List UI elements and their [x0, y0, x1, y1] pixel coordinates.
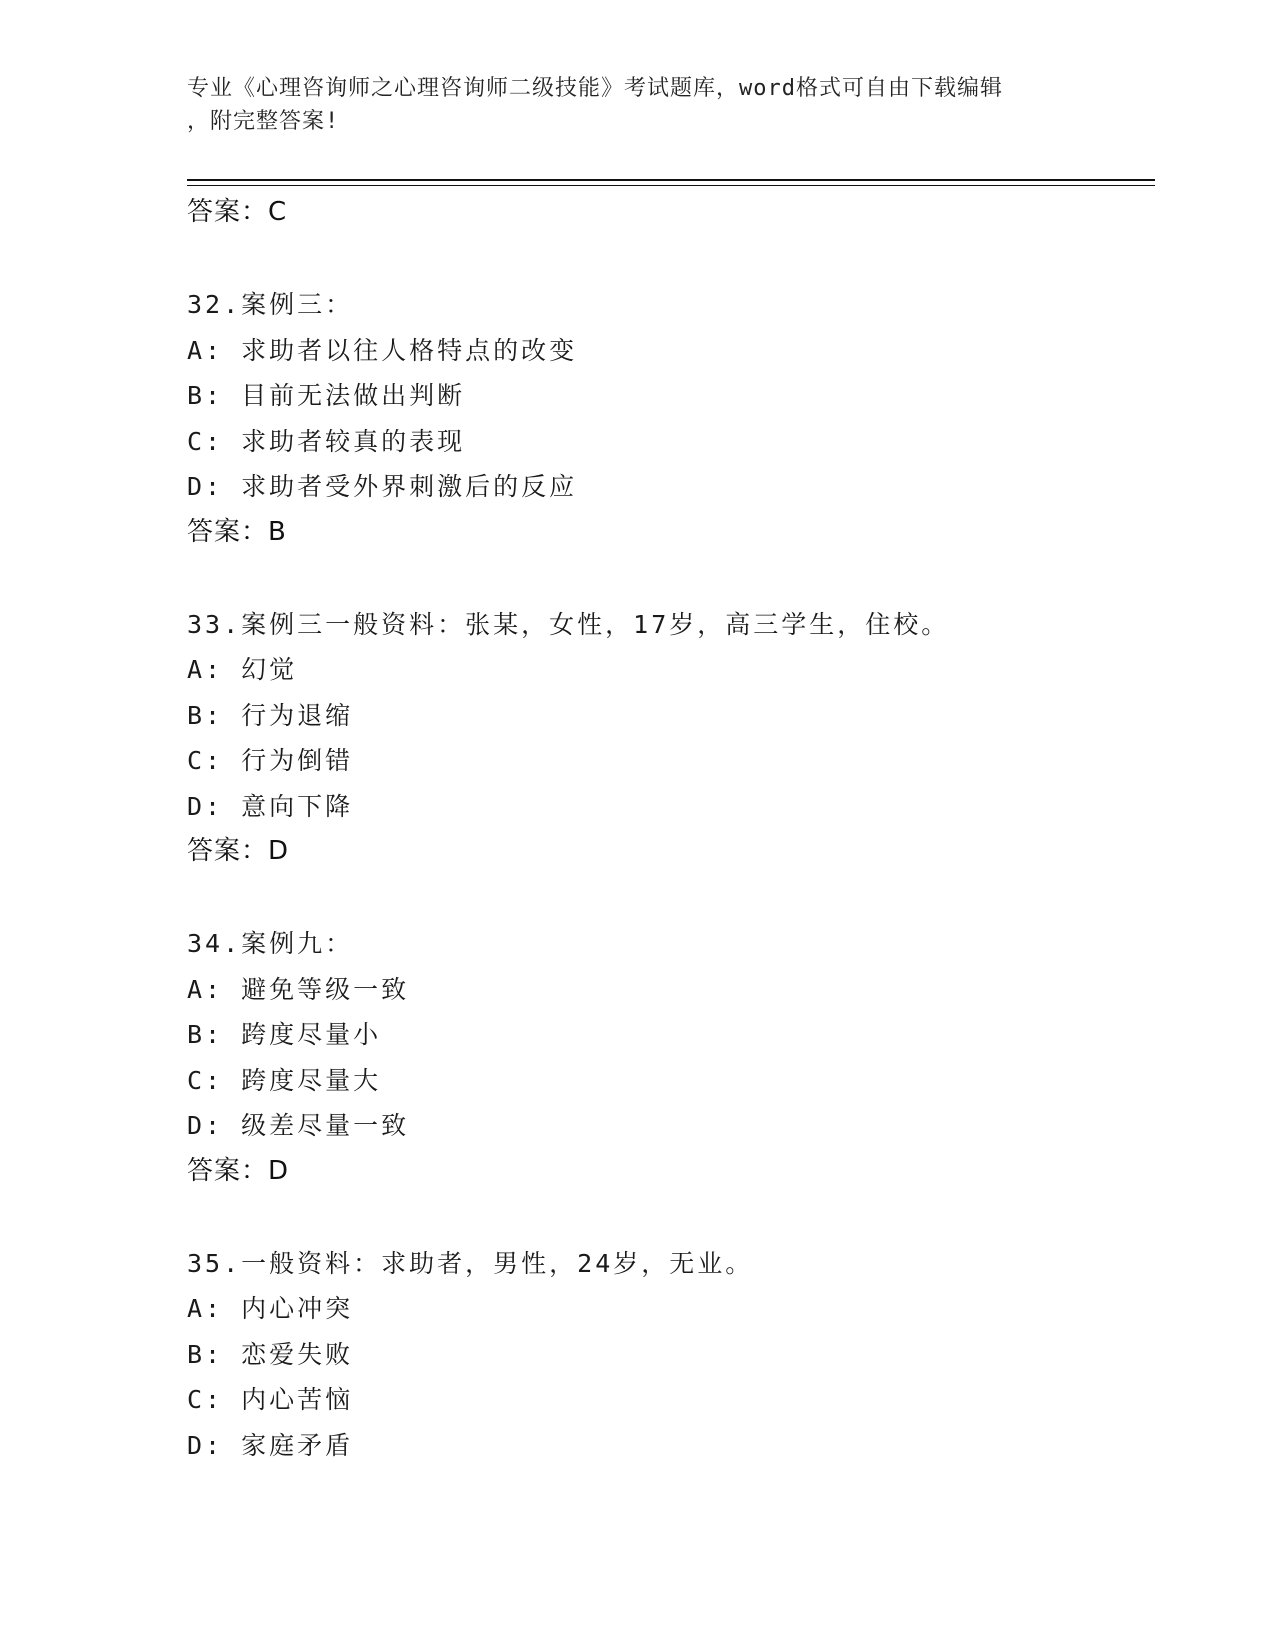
option-c: C: 跨度尽量大: [187, 1065, 382, 1095]
option-d: D: 级差尽量一致: [187, 1111, 410, 1140]
option-a: A: 避免等级一致: [187, 974, 410, 1004]
question-stem: 34.案例九：: [187, 929, 354, 958]
question-33: [187, 602, 1147, 875]
question-stem: 35.一般资料：求助者，男性，24岁，无业。: [187, 1248, 754, 1278]
answer: 答案：D: [187, 836, 290, 866]
answer: 答案：B: [187, 516, 287, 547]
question-stem: 33.案例三一般资料：张某，女性，17岁，高三学生，住校。: [187, 609, 950, 639]
question-34: [187, 921, 1147, 1194]
header-divider: [187, 179, 1155, 186]
question-stem: 32.案例三：: [187, 290, 354, 319]
option-b: B: 目前无法做出判断: [187, 381, 466, 410]
spacer: [187, 555, 1147, 602]
option-d: D: 求助者受外界刺激后的反应: [187, 472, 578, 501]
question-list: [187, 190, 1147, 1468]
option-d: D: 家庭矛盾: [187, 1430, 354, 1460]
header-line-1: 专业《心理咨询师之心理咨询师二级技能》考试题库，word格式可自由下载编辑: [187, 76, 1003, 101]
spacer: [187, 1194, 1147, 1241]
option-b: B: 行为退缩: [187, 700, 354, 730]
option-b: B: 跨度尽量小: [187, 1020, 382, 1049]
option-a: A: 内心冲突: [187, 1294, 354, 1323]
spacer: [187, 235, 1147, 282]
option-b: B: 恋爱失败: [187, 1339, 354, 1369]
previous-answer: 答案：C: [187, 197, 288, 227]
document-header: [187, 72, 1067, 138]
spacer: [187, 874, 1147, 921]
option-c: C: 求助者较真的表现: [187, 426, 466, 456]
option-a: A: 幻觉: [187, 655, 298, 684]
question-32: [187, 282, 1147, 555]
option-c: C: 行为倒错: [187, 746, 354, 775]
header-line-2: ，附完整答案!: [187, 109, 340, 134]
answer: 答案：D: [187, 1155, 290, 1186]
option-d: D: 意向下降: [187, 791, 354, 821]
option-a: A: 求助者以往人格特点的改变: [187, 335, 578, 365]
option-c: C: 内心苦恼: [187, 1385, 354, 1414]
question-35: [187, 1241, 1147, 1469]
